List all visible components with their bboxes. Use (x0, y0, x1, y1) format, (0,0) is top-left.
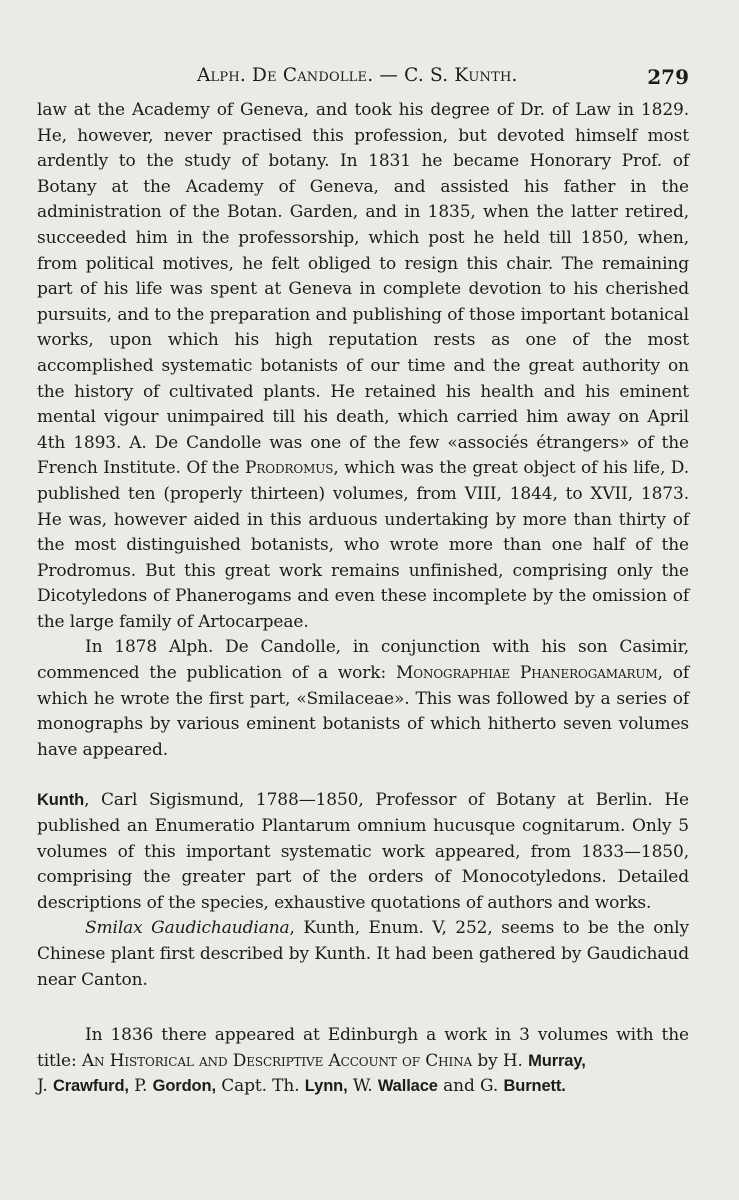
candolle-p2-text-a: In 1878 Alph. De Candolle, in conjunction with his son Casimir, commenced the publication of a work: (37, 637, 689, 684)
candolle-p1-text-a: law at the Academy of Geneva, and took his degree of Dr. of Law in 1829. He, however, never practised this profession, but devoted himself most ardently to the study of botany. In 1831 he became Honorary Prof. of Botany at the Academy of Geneva, and assisted his father in the administration of the Botan. Garden, and in 1835, when the latter retired, succeeded him in the professorship, which post he held till 1850, when, from political motives, he felt obliged to resign this chair. The remaining part of his life was spent at Geneva in complete devotion to his cherished pursuits, and to the preparation and publishing of those important botanical works, upon which his high reputation rests as one of the most accomplished systematic botanists of our time and the great authority on the history of cultivated plants. He retained his health and his eminent mental vigour unimpaired till his death, which carried him away on April 4th 1893. A. De Candolle was one of the few «associés étrangers» of the French Institute. Of the (37, 100, 689, 479)
body-text (37, 98, 689, 1100)
kunth-p2-text: , Kunth, Enum. V, 252, seems to be the only Chinese plant first described by Kunth. It had been gathered by Gaudichaud near Canton. (37, 918, 689, 990)
china-text-4: P. (128, 1076, 153, 1097)
candolle-paragraph-1 (37, 98, 689, 635)
prodromus-title: Prodromus (245, 458, 334, 479)
china-text-5: Capt. Th. (215, 1076, 305, 1097)
candolle-p1-text-b: , which was the great object of his life, D. published ten (properly thirteen) volumes, from VIII, 1844, to XVII, 1873. He was, however aided in this arduous undertaking by more than thirty of the most distinguished botanists, who wrote more than one half of the Prodromus. But this great work remains unfinished, comprising only the Dicotyledons of Phanerogams and even these incomplete by the omission of the large family of Artocarpeae. (37, 458, 689, 632)
author-crawfurd: Crawfurd, (52, 1077, 129, 1096)
china-text-2: by H. (472, 1050, 529, 1071)
smilax-species: Smilax Gaudichaudiana (85, 918, 290, 939)
author-gordon: Gordon, (152, 1077, 216, 1096)
section-gap (37, 993, 689, 1023)
china-paragraph (37, 1023, 689, 1100)
china-text-1: In 1836 there appeared at Edinburgh a work in 3 volumes with the title: (37, 1025, 689, 1071)
candolle-p2-text-b: , of which he wrote the first part, «Smilaceae». This was followed by a series of monographs by various eminent botanists of which hitherto seven volumes have appeared. (37, 663, 689, 760)
china-text-7: and G. (437, 1076, 504, 1097)
author-murray: Murray, (528, 1051, 586, 1070)
kunth-name: Kunth (37, 791, 85, 810)
candolle-paragraph-2 (37, 635, 689, 763)
kunth-paragraph-2 (37, 916, 689, 993)
china-book-title: An Historical and Descriptive Account of China (81, 1050, 473, 1071)
section-gap (37, 763, 689, 788)
china-text-6: W. (347, 1076, 378, 1097)
author-burnett: Burnett. (503, 1077, 566, 1096)
kunth-p1-text: , Carl Sigismund, 1788—1850, Professor of Botany at Berlin. He published an Enumeratio Plantarum omnium hucusque cognitarum. Only 5 volumes of this important systematic work appeared, from 1833—1850, comprising the greater part of the orders of Monocotyledons. Detailed descriptions of the species, exhaustive quotations of authors and works. (37, 790, 689, 913)
author-lynn: Lynn, (304, 1077, 348, 1096)
running-title: Alph. De Candolle. — C. S. Kunth. (197, 65, 518, 86)
running-header (37, 62, 689, 98)
page-number: 279 (647, 65, 689, 89)
author-wallace: Wallace (377, 1077, 438, 1096)
china-text-3: J. (37, 1076, 53, 1097)
kunth-paragraph-1 (37, 788, 689, 916)
monographiae-title: Monographiae Phanerogamarum (395, 663, 658, 684)
